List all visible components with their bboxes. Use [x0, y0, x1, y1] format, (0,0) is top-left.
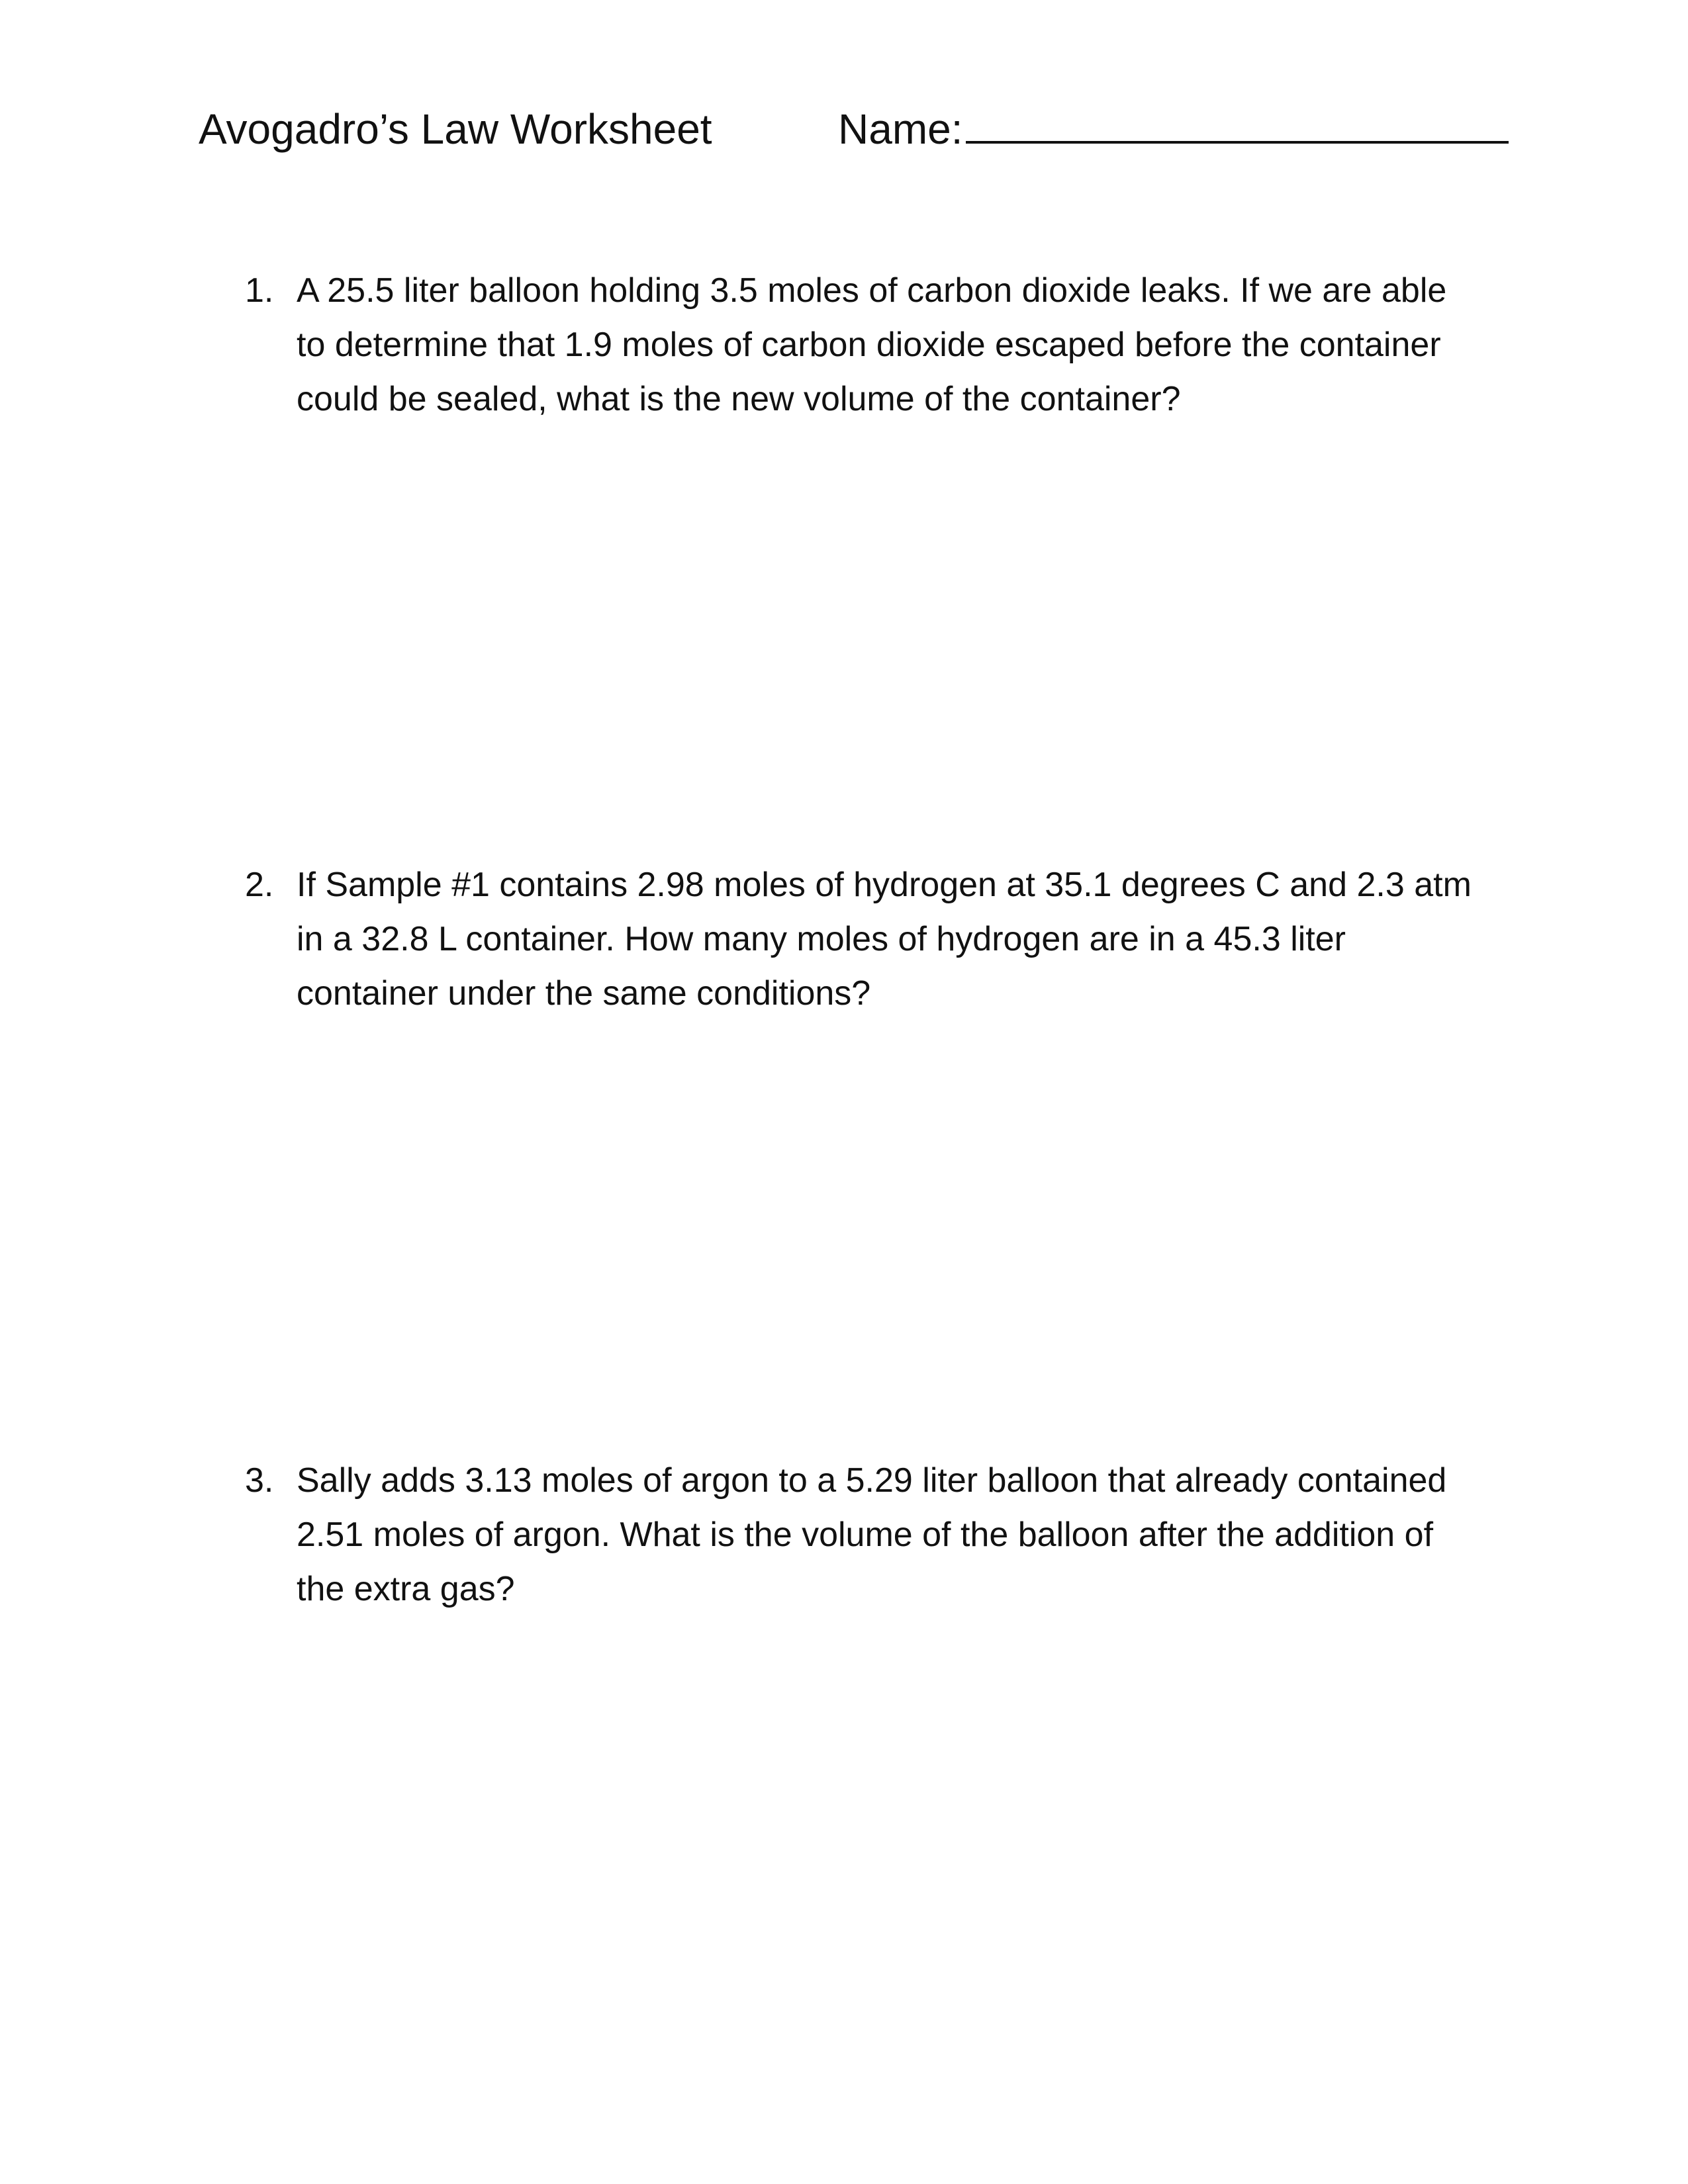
question-1: [245, 263, 1503, 426]
name-field: [838, 99, 1509, 159]
question-text: Sally adds 3.13 moles of argon to a 5.29 liter balloon that already contained 2.51 moles of argon. What is the volume of the balloon after the addition of the extra gas?: [297, 1461, 1447, 1608]
name-blank-line: [966, 101, 1509, 144]
name-label: Name:: [838, 105, 963, 153]
page-title: Avogadro’s Law Worksheet: [199, 105, 712, 153]
question-number: 3.: [245, 1461, 274, 1500]
question-number: 2.: [245, 866, 274, 904]
question-2: [245, 858, 1503, 1021]
worksheet-header: [199, 99, 1509, 159]
question-3: [245, 1453, 1503, 1616]
question-number: 1.: [245, 271, 274, 310]
question-text: A 25.5 liter balloon holding 3.5 moles of carbon dioxide leaks. If we are able to determine that 1.9 moles of carbon dioxide escaped before the container could be sealed, what is the new volume of the container?: [297, 271, 1447, 418]
question-text: If Sample #1 contains 2.98 moles of hydrogen at 35.1 degrees C and 2.3 atm in a 32.8 L container. How many moles of hydrogen are in a 45.3 liter container under the same conditions?: [297, 866, 1472, 1013]
